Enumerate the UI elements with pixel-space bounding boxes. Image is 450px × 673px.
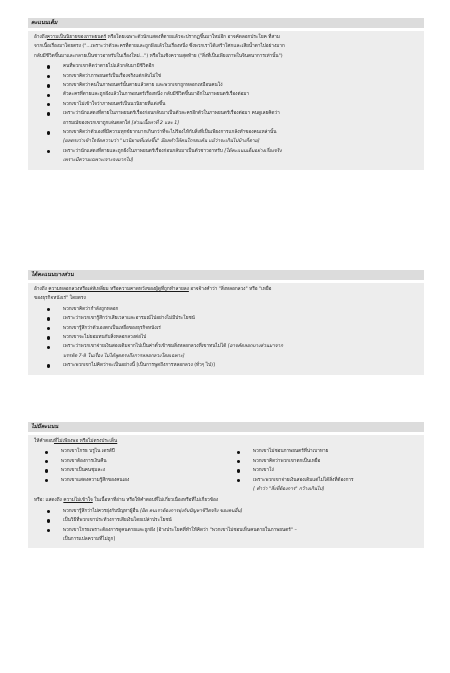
list-item: เพราะว่านักแสดงที่ตายในภาพยนตร์เรื่องก่อนกลับมาเป็นตัวละครอีกตัวในภาพยนตร์เรื่องต่อมา คนดูเลยคิดว่า อารมณ์ของพวกเขาถูกเล่นตลกใส่ [ส่วนเนื้อหาที่ 2 และ 1]: [46, 109, 418, 128]
list-item: พวกเขารู้สึกว่าตัวเองตกเป็นเหยื่อของธุรกิจหนังเร่: [46, 324, 418, 333]
list-item: พวกเขาโง่: [236, 466, 418, 475]
list-item: พวกเขาจะไม่ยอมทนกับสิ่งหลอกลวงต่อไป: [46, 333, 418, 342]
no-credit-right-column: [226, 446, 418, 494]
full-credit-list: [34, 62, 418, 165]
no-credit-box: [28, 435, 424, 548]
list-item: เพราะว่าพวกเขารู้สึกว่าเสียเวลาและอารมณ์ไปอย่างไม่มีประโยชน์: [46, 314, 418, 323]
partial-credit-box: อ้างถึง ความหลอกลวงหรือเล่ห์เหลี่ยม หรือความคาดหวังของผู้ดูที่ถูกทำลายลง อาจจ้างคำว่า "สิ่งหลอกลวง" หรือ "เหยื่อ ของธุรกิจหนังเร่" โดยตรง พวกเขาคิดว่ากำลังถูกหลอก เพราะว่าพวกเขารู้สึกว่าเสียเวลาและอารมณ์ไปอย่างไม่มีประโยชน์ พวกเขารู้สึกว่าตัวเองตกเป็นเหยื่อของธุรกิจหนังเร่ พวกเขาจะไม่ยอมทนกับสิ่งหลอกลวงต่อไป เพราะว่าพวกเขาจ่ายเงินสองเดิมจากไปเป็นค่าตั๋วเข้าชมสิ่งหลอกลวงที่เขาทนไม่ได้ [อาจคัดลอกบางส่วนมาจาก บรรทัด 7-8 ในเรื่อง ไม่ได้พูดตรงถึงการหลอกลวงโดยเฉพาะ] เพราะพวกเขาไม่คิดว่าจะเป็นอย่างนี้ [เป็นการพูดถึงการหลอกลวง (ทั่วๆ ไป)]: [28, 283, 424, 375]
list-item: พวกเขาต้องการเงินคืน: [44, 457, 226, 466]
partial-credit-list: [34, 305, 418, 371]
list-item: พวกเขาโกรธ บรูไน เดรส์ปี: [44, 447, 226, 456]
list-item: พวกเขาคิดว่าคนในภาพยนตร์นั้นตายแล้วตาย และพวกเขาถูกหลอกเหมือนคนโง่: [46, 81, 418, 90]
list-item: เพราะว่านักแสดงที่ตายและถูกฝังในภาพยนตร์เรื่องก่อนกลับมาเป็นตัวชาวอาหรับ [ได้คะแนนเต็มอย่างเรื่องจริง เพราะมีความเฉพาะเจาะจงมากไป]: [46, 147, 418, 166]
list-item: พวกเขาคิดว่ากำลังถูกหลอก: [46, 305, 418, 314]
no-credit-left-column: [34, 446, 226, 494]
list-item: เป็นวิธีที่พวกเขาประท้วงการเสียเงินโดยเปล่าประโยชน์: [46, 516, 418, 525]
list-item: เพราะว่าพวกเขาจ่ายเงินสองเดิมจากไปเป็นค่าตั๋วเข้าชมสิ่งหลอกลวงที่เขาทนไม่ได้ [อาจคัดลอกบางส่วนมาจาก บรรทัด 7-8 ในเรื่อง ไม่ได้พูดตรงถึงการหลอกลวงโดยเฉพาะ]: [46, 342, 418, 361]
partial-credit-key-phrase: ความหลอกลวงหรือเล่ห์เหลี่ยม หรือความคาดหวังของผู้ดูที่ถูกทำลายลง: [48, 287, 189, 292]
list-item: คนที่พวกเขาคิดว่าตายไปแล้วกลับมามีชีวิตอีก: [46, 62, 418, 71]
partial-credit-heading: ได้คะแนนบางส่วน: [28, 270, 424, 280]
no-credit-section: [28, 422, 424, 548]
list-item: เพราะพวกเขาไม่คิดว่าจะเป็นอย่างนี้ [เป็นการพูดถึงการหลอกลวง (ทั่วๆ ไป)]: [46, 361, 418, 370]
list-item: พวกเขาไม่เข้าใจว่าภาพยนตร์เป็นนวนิยายที่แต่งขึ้น: [46, 100, 418, 109]
partial-credit-intro: อ้างถึง ความหลอกลวงหรือเล่ห์เหลี่ยม หรือความคาดหวังของผู้ดูที่ถูกทำลายลง อาจจ้างคำว่า "สิ่งหลอกลวง" หรือ "เหยื่อ: [34, 287, 272, 292]
full-credit-section: [28, 18, 424, 170]
list-item: พวกเขาคิดว่าตัวเองที่มีความทุกข์ยากมากเกินกว่าที่จะไปร้องไห้กับสิ่งที่เป็นเพียงการแกล้งทำของคนเหล่านั้น [ผลตรงว่าเข้าใจจัดความว่า "นวนิยายที่แต่งขึ้น" มีผลทำให้คนโกรธแค้น แม้ว่าจะเกินไปบ้างก็ตาม]: [46, 128, 418, 147]
no-credit-columns: [34, 446, 418, 494]
no-credit-list: [34, 507, 418, 545]
list-item: พวกเขาเป็นคนชุมละง: [44, 466, 226, 475]
full-credit-intro: อ้างถึงความเป็นนิยายของภาพยนตร์ หรือโดยเฉพาะตัวนักแสดงที่ตายแล้วจะปรากฏขึ้นมาใหม่อีก อาจคัดลอกประโยค ที่สาม: [34, 35, 280, 40]
no-credit-key-phrase: ที่ไม่เพียงพอ หรือไม่ตรงประเด็น: [53, 439, 118, 444]
list-item: พวกเขารู้สึกว่าไม่ควรยุ่งกับปัญหาผู้อื่น [ผิด คนเราต้องการยุ่งกับปัญหาชีวิตจริง ของคนอื่น]: [46, 507, 418, 516]
no-credit-heading: ไม่มีคะแนน: [28, 422, 424, 432]
list-item: พวกเขาคิดว่าภาพยนตร์เป็นเรื่องจริงแต่กลับไม่ใช่: [46, 72, 418, 81]
list-item: พวกเขาแสดงความรู้สึกของคนเอง: [44, 476, 226, 485]
list-item: ตัวละครที่ตายและถูกฝังแล้วในภาพยนตร์เรื่องหนึ่ง กลับมีชีวิตขึ้นมาอีกในภาพยนตร์เรื่องต่อมา: [46, 90, 418, 99]
full-credit-box: อ้างถึงความเป็นนิยายของภาพยนตร์ หรือโดยเฉพาะตัวนักแสดงที่ตายแล้วจะปรากฏขึ้นมาใหม่อีก อาจคัดลอกประโยค ที่สาม จากเนื้อเรื่องมาโดยตรง ("...เพราะว่าตัวละครที่ตายและถูกฝังแล้วในเรื่องหนึ่ง ซึ่งพวกเราได้เสร้าโศกและเสียน้ำตาไปอย่างมาก กลับมีชีวิตขึ้นมาและกลายเป็นชาวอาหรับในเรื่องใหม่...") หรือในเชิงความสุดท้าย ("สิ่งที่เป็นเพียงภาพในจินตนาการเท่านั้น") คนที่พวกเขาคิดว่าตายไปแล้วกลับมามีชีวิตอีก พวกเขาคิดว่าภาพยนตร์เป็นเรื่องจริงแต่กลับไม่ใช่ พวกเขาคิดว่าคนในภาพยนตร์นั้นตายแล้วตาย และพวกเขาถูกหลอกเหมือนคนโง่ ตัวละครที่ตายและถูกฝังแล้วในภาพยนตร์เรื่องหนึ่ง กลับมีชีวิตขึ้นมาอีกในภาพยนตร์เรื่องต่อมา พวกเขาไม่เข้าใจว่าภาพยนตร์เป็นนวนิยายที่แต่งขึ้น เพราะว่านักแสดงที่ตายในภาพยนตร์เรื่องก่อนกลับมาเป็นตัวละครอีกตัวในภาพยนตร์เรื่องต่อมา คนดูเลยคิดว่า อารมณ์ของพวกเขาถูกเล่นตลกใส่ [ส่วนเนื้อหาที่ 2 และ 1] พวกเขาคิดว่าตัวเองที่มีความทุกข์ยากมากเกินกว่าที่จะไปร้องไห้กับสิ่งที่เป็นเพียงการแกล้งทำของคนเหล่านั้น [ผลตรงว่าเข้าใจจัดความว่า "นวนิยายที่แต่งขึ้น" มีผลทำให้คนโกรธแค้น แม้ว่าจะเกินไปบ้างก็ตาม] เพราะว่านักแสดงที่ตายและถูกฝังในภาพยนตร์เรื่องก่อนกลับมาเป็นตัวชาวอาหรับ [ได้คะแนนเต็มอย่างเรื่องจริง เพราะมีความเฉพาะเจาะจงมากไป]: [28, 31, 424, 170]
no-credit-intro: ให้คำตอบที่ไม่เพียงพอ หรือไม่ตรงประเด็น: [34, 439, 118, 444]
list-item: พวกเขาไม่ชอบภาพยนตร์ที่น่าเบาหาย: [236, 447, 418, 456]
list-item: เพราะพวกเขาจ่ายเงินสองเดิมแต่ไม่ได้สิ่งที่ต้องการ [ คำว่า "สิ่งที่ต้องการ" กว้างเกินไป]: [236, 476, 418, 495]
full-credit-heading: คะแนนเต็ม: [28, 18, 424, 28]
list-item: พวกเขาโกรธเพราะต้องการดูคนตายและถูกฝัง [อ้างประโยคที่ทำให้คิดว่า "พวกเขาไม่ชอบเห็นคนตายในภาพยนตร์" – เป็นการแปลความที่ไม่ถูก]: [46, 526, 418, 545]
list-item: พวกเขาคิดว่าพวกเขาตกเป็นเหยื่อ: [236, 457, 418, 466]
partial-credit-section: [28, 270, 424, 375]
full-credit-key-phrase: ความเป็นนิยายของภาพยนตร์: [46, 35, 107, 40]
no-credit-or-line: หรือ: แสดงถึง ความไม่เข้าใจ ในเนื้อหาที่อ่าน หรือให้คำตอบที่ไม่เกี่ยวเนื่องหรือที่ไม่เกี่ยวข้อง: [34, 498, 219, 504]
